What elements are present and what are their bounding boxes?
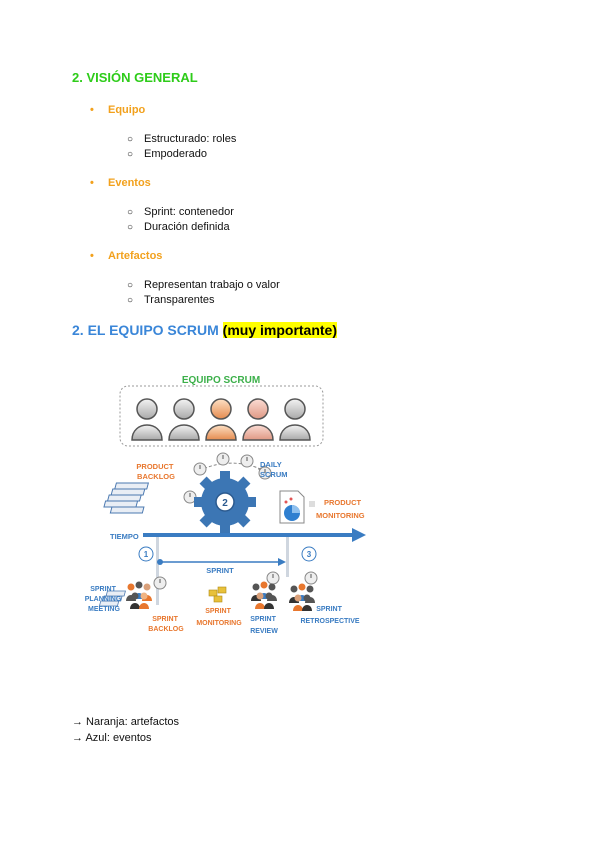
scrum-diagram bbox=[80, 365, 390, 655]
people-group-icon bbox=[251, 582, 277, 610]
sprint-retrospective-label: SPRINT RETROSPECTIVE bbox=[300, 606, 360, 625]
tiempo-label: TIEMPO bbox=[110, 532, 139, 541]
sprint-backlog-label: SPRINT BACKLOG bbox=[148, 616, 184, 633]
team-title: EQUIPO SCRUM bbox=[181, 375, 261, 386]
list-item-label: Equipo bbox=[108, 104, 146, 116]
team-member-icon bbox=[206, 399, 236, 440]
heading-text: 2. EL EQUIPO SCRUM bbox=[72, 322, 219, 338]
highlight-text: (muy importante) bbox=[222, 322, 338, 338]
product-backlog-stack-icon bbox=[104, 483, 148, 513]
time-axis bbox=[143, 533, 353, 537]
sublist-item: ○ Duración definida bbox=[127, 221, 230, 233]
clock-icon bbox=[267, 572, 279, 584]
note-azul: → Azul: eventos bbox=[72, 732, 152, 744]
sublist-item: ○ Representan trabajo o valor bbox=[127, 279, 280, 291]
step-number-2: 2 bbox=[222, 498, 228, 509]
sublist-item: ○ Transparentes bbox=[127, 294, 215, 306]
product-monitoring-label: PRODUCT MONITORING bbox=[316, 498, 365, 520]
clock-icon bbox=[154, 577, 166, 589]
section-heading-equipo-scrum bbox=[72, 322, 337, 338]
clock-icon bbox=[305, 572, 317, 584]
list-item-artefactos: • Artefactos bbox=[90, 250, 163, 262]
clock-icon bbox=[241, 455, 253, 467]
sublist-item: ○ Sprint: contenedor bbox=[127, 206, 234, 218]
sprint-review-label: SPRINT REVIEW bbox=[250, 616, 278, 635]
team-member-icon bbox=[243, 399, 273, 440]
team-member-icon bbox=[280, 399, 310, 440]
team-member-icon bbox=[169, 399, 199, 440]
time-axis-arrowhead bbox=[352, 528, 366, 542]
people-group-icon bbox=[126, 582, 152, 610]
daily-scrum-label: DAILY SCRUM bbox=[260, 460, 288, 479]
sprint-planning-meeting-label: SPRINT PLANNING MEETING bbox=[84, 586, 122, 613]
team-member-icon bbox=[132, 399, 162, 440]
list-item-equipo: • Equipo bbox=[90, 104, 146, 116]
list-item-label: Eventos bbox=[108, 177, 151, 189]
list-item-eventos: • Eventos bbox=[90, 177, 151, 189]
sprint-monitoring-label: SPRINT MONITORING bbox=[196, 608, 242, 627]
note-naranja: → Naranja: artefactos bbox=[72, 716, 179, 728]
step-number-1: 1 bbox=[143, 550, 149, 559]
product-monitoring-document-icon bbox=[280, 491, 304, 523]
sprint-monitoring-icon bbox=[209, 587, 226, 602]
step-number-3: 3 bbox=[306, 550, 312, 559]
people-group-icon bbox=[289, 584, 315, 612]
section-heading-vision-general: 2. VISIÓN GENERAL bbox=[72, 70, 198, 85]
clock-icon bbox=[194, 463, 206, 475]
sublist-item: ○ Estructurado: roles bbox=[127, 133, 237, 145]
product-backlog-label: PRODUCT BACKLOG bbox=[136, 462, 175, 481]
small-square-icon bbox=[309, 501, 315, 507]
sublist-item: ○ Empoderado bbox=[127, 148, 207, 160]
sprint-label: SPRINT bbox=[206, 566, 234, 575]
list-item-label: Artefactos bbox=[108, 250, 163, 262]
clock-icon bbox=[217, 453, 229, 465]
